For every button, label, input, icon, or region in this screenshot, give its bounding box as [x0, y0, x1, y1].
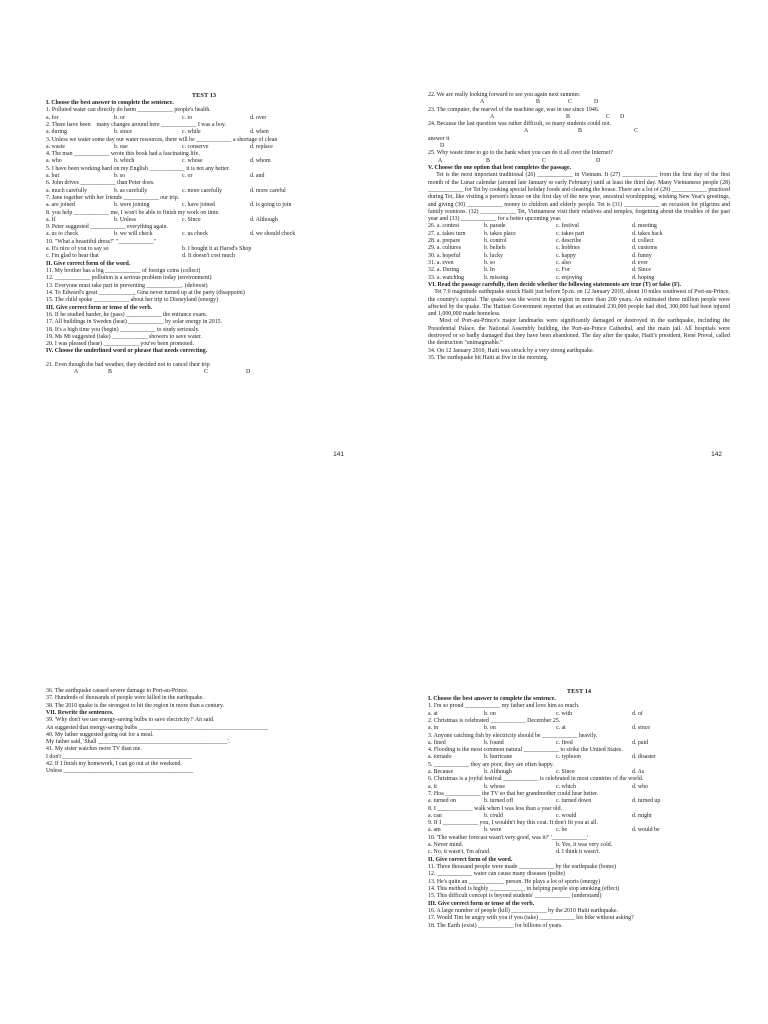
option: b. since — [114, 129, 132, 136]
option: 26. a. contest — [428, 223, 460, 230]
option: d. meeting — [632, 223, 657, 230]
option: d. and — [250, 173, 265, 180]
option: d. It doesn't cost much — [182, 253, 235, 260]
options-row — [428, 784, 730, 791]
option: c. be — [556, 827, 568, 834]
question: 17. All buildings in Sweden (heat) ____________ by solar energy in 2015. — [46, 319, 223, 326]
section-heading: I. Choose the best answer to complete the sentence. — [46, 100, 174, 106]
option: c. turned down — [556, 798, 592, 805]
option: d. ever — [632, 259, 649, 266]
options-row — [46, 173, 362, 180]
question: 39. 'Why don't we use energy-saving bulbs to save electricity?' An said. — [46, 717, 215, 724]
marker: C — [634, 128, 638, 135]
question: 35. The earthquake hit Haiti at five in the morning. — [428, 354, 549, 361]
option: a. turned on — [428, 798, 456, 805]
option: d. takes back — [632, 230, 663, 237]
question: 12. ____________ water can cause many diseases (polite) — [428, 871, 566, 878]
underline-markers — [46, 369, 362, 376]
option: a. It's nice of you to say so — [46, 246, 109, 253]
option: c. also — [556, 259, 572, 266]
marker: D — [440, 143, 445, 150]
question: 41. My sister watches more TV than me. — [46, 746, 142, 753]
question: 3. Anyone catching fish by electricity should be ____________ heavily. — [428, 732, 598, 739]
answer-line: I don't ____________________________________________ — [46, 753, 193, 760]
option: a. for — [46, 114, 59, 121]
option: c. at — [556, 725, 566, 732]
option: c. have joined — [182, 202, 215, 209]
option: a. fined — [428, 739, 446, 746]
answer-line: Unless ____________________________________________ — [46, 768, 194, 775]
question: 42. If I finish my homework, I can go out at the weekend. — [46, 761, 182, 768]
option: b. we will check — [114, 231, 153, 238]
question: 4. The man ____________ wrote this book had a fascinating life. — [46, 151, 200, 158]
option: 29. a. cultures — [428, 245, 462, 252]
marker: C — [542, 157, 546, 164]
option: d. paid — [632, 739, 649, 746]
question: 13. Everyone must take part in preventing ____________. (deforest) — [46, 282, 208, 289]
option: d. whom — [250, 158, 271, 165]
marker: A — [524, 128, 529, 135]
underline-markers — [428, 158, 730, 165]
option: 32. a. During — [428, 267, 460, 274]
option: b. which — [114, 158, 135, 165]
option: d. I think it wasn't. — [556, 849, 600, 856]
question: 1. I'm so proud ____________ my father and love him so much. — [428, 703, 580, 710]
option: c. festival — [556, 223, 579, 230]
option: d. more careful — [250, 187, 286, 194]
marker: A — [74, 369, 79, 376]
question: 38. The 2010 quake is the strongest to hit the region in more than a century. — [46, 702, 224, 709]
question: 6. Christmas is a joyful festival ____________ is celebrated in most countries of the world. — [428, 776, 644, 783]
page-title: TEST 13 — [191, 92, 217, 99]
question: 40. My father suggested going out for a meal. — [46, 731, 154, 738]
option: b. so — [114, 173, 126, 180]
underline-markers — [428, 99, 730, 106]
question: 15. The child spoke ____________ about her trip to Disneyland (energy) — [46, 297, 219, 304]
option: b. Yes, it was very cold. — [556, 842, 613, 849]
option: a. who — [46, 158, 62, 165]
question: 7. Jane together with her friends ____________ our trip. — [46, 194, 180, 201]
options-row — [428, 798, 730, 805]
option: d. since — [632, 725, 650, 732]
section-heading: III. Give correct form or tense of the verb. — [428, 900, 535, 907]
option: c. conserve — [182, 143, 209, 150]
option: d. we should check — [250, 231, 296, 238]
option: c. Since — [556, 769, 575, 776]
options-row — [428, 245, 730, 252]
page-143 — [0, 512, 384, 1024]
option: a. are joined — [46, 202, 75, 209]
question: 9. If I ____________ you, I wouldn't buy this coat. It don't fit you at all. — [428, 820, 598, 827]
option: 27. a. takes turn — [428, 230, 466, 237]
underline-markers — [428, 143, 730, 150]
option: d. of — [632, 710, 643, 717]
question: 16. A large number of people (kill) ____________ by the 2010 Haiti earthquake. — [428, 907, 618, 914]
marker: B — [108, 369, 112, 376]
option: d. Although — [250, 216, 278, 223]
options-row — [46, 115, 362, 122]
option: a. waste — [46, 143, 65, 150]
reading-passage: Most of Port-au-Prince's major landmarks were significantly damaged or destroyed in the earthquake, including the Presidential Palace, the National Assembly building, the Port-au-Prince Cathedral, and the main jail. All hospitals were destroyed or so badly damaged that they have been abandoned. The day after the quake, Haiti's president, René Preval, called the destruction "unimaginable." — [428, 318, 732, 347]
marker: C — [568, 99, 572, 106]
option: b. Although — [484, 769, 512, 776]
options-row — [46, 253, 362, 260]
option: b. takes place — [484, 230, 516, 237]
question: 8. I ____________ walk when I was less than a year old. — [428, 805, 562, 812]
options-row — [428, 740, 730, 747]
option: c. would — [556, 812, 577, 819]
underline-markers — [428, 128, 730, 135]
option: b. In — [484, 267, 495, 274]
marker: B — [536, 99, 540, 106]
option: d. turned up — [632, 798, 661, 805]
option: b. as carefully — [114, 187, 148, 194]
option: c. to — [182, 114, 193, 121]
option: c. For — [556, 267, 570, 274]
option: b. parade — [484, 223, 506, 230]
option: b. were — [484, 827, 502, 834]
options-row — [428, 238, 730, 245]
options-row — [46, 129, 362, 136]
reading-passage: Tet is the most important traditional (26) ____________ in Vietnam. It (27) ____________ from the first day of the first month of the Lunar calendar (around late January or early February) until at least the third day. Many Vietnamese people (28) ____________ for Tet by cooking special holiday foods and cleaning the house. There are a lot of (29) ____________ practiced during Tet, like visiting a person's house on the first day of the new year, ancestral worshipping, wishing New Year's greetings, and giving (30) ____________ money to children and elderly people. Tet is (31) ____________ an occasion for pilgrims and family reunions. (32) ____________ Tet, Vietnamese visit their relatives and temples, forgetting about the troubles of the past year and (33) ____________ for a better upcoming year. — [428, 172, 732, 223]
option: d. hoping — [632, 274, 655, 281]
section-heading: II. Give correct form of the word. — [428, 856, 513, 863]
option: d. funny — [632, 252, 652, 259]
option: d. who — [632, 783, 649, 790]
options-row — [428, 231, 730, 238]
option: b. whose — [484, 783, 505, 790]
option: a. can — [428, 812, 442, 819]
option: a. during — [46, 129, 67, 136]
reading-passage: Tet 7.0 magnitude earthquake struck Haiti just before 5p.m. on 12 January 2010, about 10 miles southwest of Port-au-Prince, the country's capital. The quake was the worst in the region in more than 200 years. An estimated three million people were affected by the quake. The Haitian Government reported that an estimated 230,000 people had died, 300,000 had been injured and 1,000,000 made homeless. — [428, 289, 732, 318]
options-row — [428, 725, 730, 732]
options-row — [46, 158, 362, 165]
option: d. is going to join — [250, 202, 292, 209]
question: 24. Because the last question was rather difficult, so many students could not. — [428, 121, 611, 128]
options-row — [428, 711, 730, 718]
question: 36. The earthquake caused severe damage to Port-au-Prince. — [46, 688, 189, 694]
options-row — [428, 827, 730, 834]
answer-line: My father said, 'Shall ____________________________________________'. — [46, 739, 231, 746]
option: c. I'm glad to hear that — [46, 253, 99, 260]
question: 9. Peter suggested ____________ everything again. — [46, 224, 168, 231]
options-row — [46, 202, 362, 209]
option: a. tornado — [428, 754, 452, 761]
marker: D — [620, 113, 625, 120]
question: 2. There have been many changes around here ____________ I was a boy. — [46, 122, 226, 128]
page-144 — [384, 512, 768, 1024]
option: c. takes part — [556, 230, 585, 237]
question: 14. To Edward's great ____________, Gina never turned up at the party (disappoint) — [46, 289, 245, 296]
question: 10. 'The weather forecast wasn't very good, was it?' '____________' — [428, 834, 589, 841]
marker: D — [594, 99, 599, 106]
question: 22. We are really looking forward to see you again next summer. — [428, 92, 581, 98]
marker: B — [486, 157, 490, 164]
option: b. on — [484, 725, 496, 732]
question: 8. you help ____________ me, I won't be able to finish my work on time. — [46, 209, 220, 216]
options-row — [46, 246, 362, 253]
question: 15. This difficult concept is beyond students' ____________ (understand) — [428, 893, 602, 900]
option: a. in — [428, 725, 439, 732]
question: 4. Flooding is the most common natural ____________ to strike the United States. — [428, 747, 623, 754]
option: 28. a. prepare — [428, 238, 461, 245]
option: d. As — [632, 769, 645, 776]
option: 31. a. even — [428, 259, 454, 266]
marker: B — [578, 128, 582, 135]
marker: A — [490, 113, 495, 120]
page-number: 142 — [711, 451, 722, 458]
option: c. hobbies — [556, 245, 580, 252]
page-142 — [384, 0, 768, 512]
question: 10. "What a beautiful dress!" "____________" — [46, 238, 157, 245]
option: a. Never mind. — [428, 842, 464, 849]
question: 2. Christmas is celebrated ____________ December 25. — [428, 718, 561, 724]
option: d. might — [632, 812, 652, 819]
marker: C — [606, 113, 610, 120]
option: b. so — [484, 259, 496, 266]
question: 16. If he studied harder, he (pass) ____________ the entrance exam. — [46, 311, 208, 318]
options-row — [46, 188, 362, 195]
option: d. Since — [632, 267, 651, 274]
option: b. or — [114, 114, 125, 121]
option: b. found — [484, 739, 504, 746]
option: c. enjoying — [556, 274, 583, 281]
question: 14. This method is highly ____________ in helping people stop smoking (effect) — [428, 885, 620, 892]
option: c. which — [556, 783, 576, 790]
option: a. am — [428, 827, 441, 834]
answer-line: An suggested that energy-saving bulbs ____________________________________________ — [46, 724, 269, 731]
section-heading: VII. Rewrite the sentences. — [46, 709, 114, 716]
question: 5. ____________ they are poor, they are often happy. — [428, 761, 554, 768]
options-row — [428, 267, 730, 274]
option: c. typhoon — [556, 754, 581, 761]
option: a. but — [46, 173, 60, 180]
option: c. No, it wasn't, I'm afraid. — [428, 849, 491, 856]
marker: D — [246, 369, 251, 376]
question-continuation: answer it — [428, 135, 450, 142]
option: b. hurricane — [484, 754, 513, 761]
section-heading: VI. Read the passage carefully, then decide whether the following statements are true (T) or false (F). — [428, 281, 681, 288]
question: 12. ____________ pollution is a serious problem today (environment) — [46, 275, 212, 282]
option: c. while — [182, 129, 201, 136]
option: b. on — [484, 710, 496, 717]
option: b. were joining — [114, 202, 150, 209]
option: b. missing — [484, 274, 509, 281]
question: 20. I was pleased (hear) ____________ you've been promoted. — [46, 341, 194, 348]
option: c. or — [182, 173, 193, 180]
option: b. beliefs — [484, 245, 506, 252]
option: b. I bought it at Harod's Shop — [182, 246, 252, 253]
option: c. more carefully — [182, 187, 223, 194]
options-row — [428, 253, 730, 260]
section-heading: III. Give correct form or tense of the verb. — [46, 304, 153, 311]
marker: A — [480, 99, 485, 106]
option: 30. a. hopeful — [428, 252, 461, 259]
question: 18. It's a high time you (begin) ____________ to study seriously. — [46, 326, 200, 333]
question: 21. Even though the bad weather, they decided not to cancel their trip — [46, 361, 210, 368]
section-heading: IV. Choose the underlined word or phrase that needs correcting. — [46, 348, 208, 355]
question: 34. On 12 January 2010, Haiti was struck by a very strong earthquake. — [428, 347, 595, 354]
option: d. over — [250, 114, 267, 121]
options-row — [428, 275, 730, 282]
question: 6. John drives ____________ than Peter does. — [46, 180, 155, 187]
options-row — [46, 217, 362, 224]
question: 37. Hundreds of thousands of people were killed in the earthquake. — [46, 695, 205, 702]
option: a. Because — [428, 769, 454, 776]
marker: A — [438, 157, 443, 164]
option: d. collect — [632, 238, 654, 245]
option: d. would be — [632, 827, 660, 834]
page-title: TEST 14 — [566, 688, 592, 695]
option: a. much carefully — [46, 187, 88, 194]
marker: D — [596, 157, 601, 164]
option: c. fired — [556, 739, 573, 746]
option: b. could — [484, 812, 503, 819]
question: 18. The Earth (exist) ____________ for billions of years. — [428, 922, 563, 929]
option: d. disaster — [632, 754, 656, 761]
option: d. customs — [632, 245, 658, 252]
option: c. whose — [182, 158, 203, 165]
question: 5. I have been working hard on my English ____________ it is not any better. — [46, 165, 230, 172]
option: d. when — [250, 129, 269, 136]
option: a. at — [428, 710, 438, 717]
options-row — [428, 849, 730, 856]
question: 11. Three thousand people were made ____________ by the earthquake (home) — [428, 864, 616, 871]
option: c. happy — [556, 252, 576, 259]
question: 19. Ms Mi suggested (take) ____________ showers to save water. — [46, 333, 202, 340]
option: 33. a. watching — [428, 274, 464, 281]
question: 17. Would Tim be angry with you if you (take) ____________ his bike without asking? — [428, 915, 634, 922]
options-row — [46, 231, 362, 238]
option: c. with — [556, 710, 573, 717]
option: a. us to check — [46, 231, 79, 238]
question: 3. Unless we water some day our water resources, there will be ____________ a shortage of clean — [46, 136, 278, 143]
question: 7. Hoa ____________ the TV so that her grandmother could hear better. — [428, 790, 599, 797]
option: c. Since — [182, 216, 201, 223]
question: 1. Polluted water can directly do harm ____________ people's health. — [46, 107, 211, 114]
section-heading: I. Choose the best answer to complete the sentence. — [428, 696, 556, 702]
option: b. use — [114, 143, 128, 150]
question: 11. My brother has a big ____________ of foreign coins (collect) — [46, 268, 201, 275]
question: 23. The computer, the marvel of the machine age, was in use since 1946. — [428, 106, 600, 113]
question: 13. He's quite an ____________ person. He plays a lot of sports (energy) — [428, 878, 601, 885]
question: 25. Why waste time to go to the bank when you can do it all over the Internet? — [428, 150, 613, 157]
marker: B — [566, 113, 570, 120]
marker: C — [204, 369, 208, 376]
option: b. control — [484, 238, 507, 245]
option: a. it — [428, 783, 437, 790]
page-number: 141 — [333, 451, 344, 458]
option: d. replace — [250, 143, 273, 150]
options-row — [428, 223, 730, 230]
page-141 — [0, 0, 384, 512]
option: c. us check — [182, 231, 209, 238]
option: b. turned off — [484, 798, 514, 805]
section-heading: II. Give correct form of the word. — [46, 260, 131, 267]
section-heading: V. Choose the one option that best completes the passage. — [428, 164, 572, 171]
option: a. If — [46, 216, 56, 223]
options-row — [428, 260, 730, 267]
options-row — [428, 754, 730, 761]
option: c. describe — [556, 238, 582, 245]
option: b. Unless — [114, 216, 136, 223]
option: b. lucky — [484, 252, 503, 259]
